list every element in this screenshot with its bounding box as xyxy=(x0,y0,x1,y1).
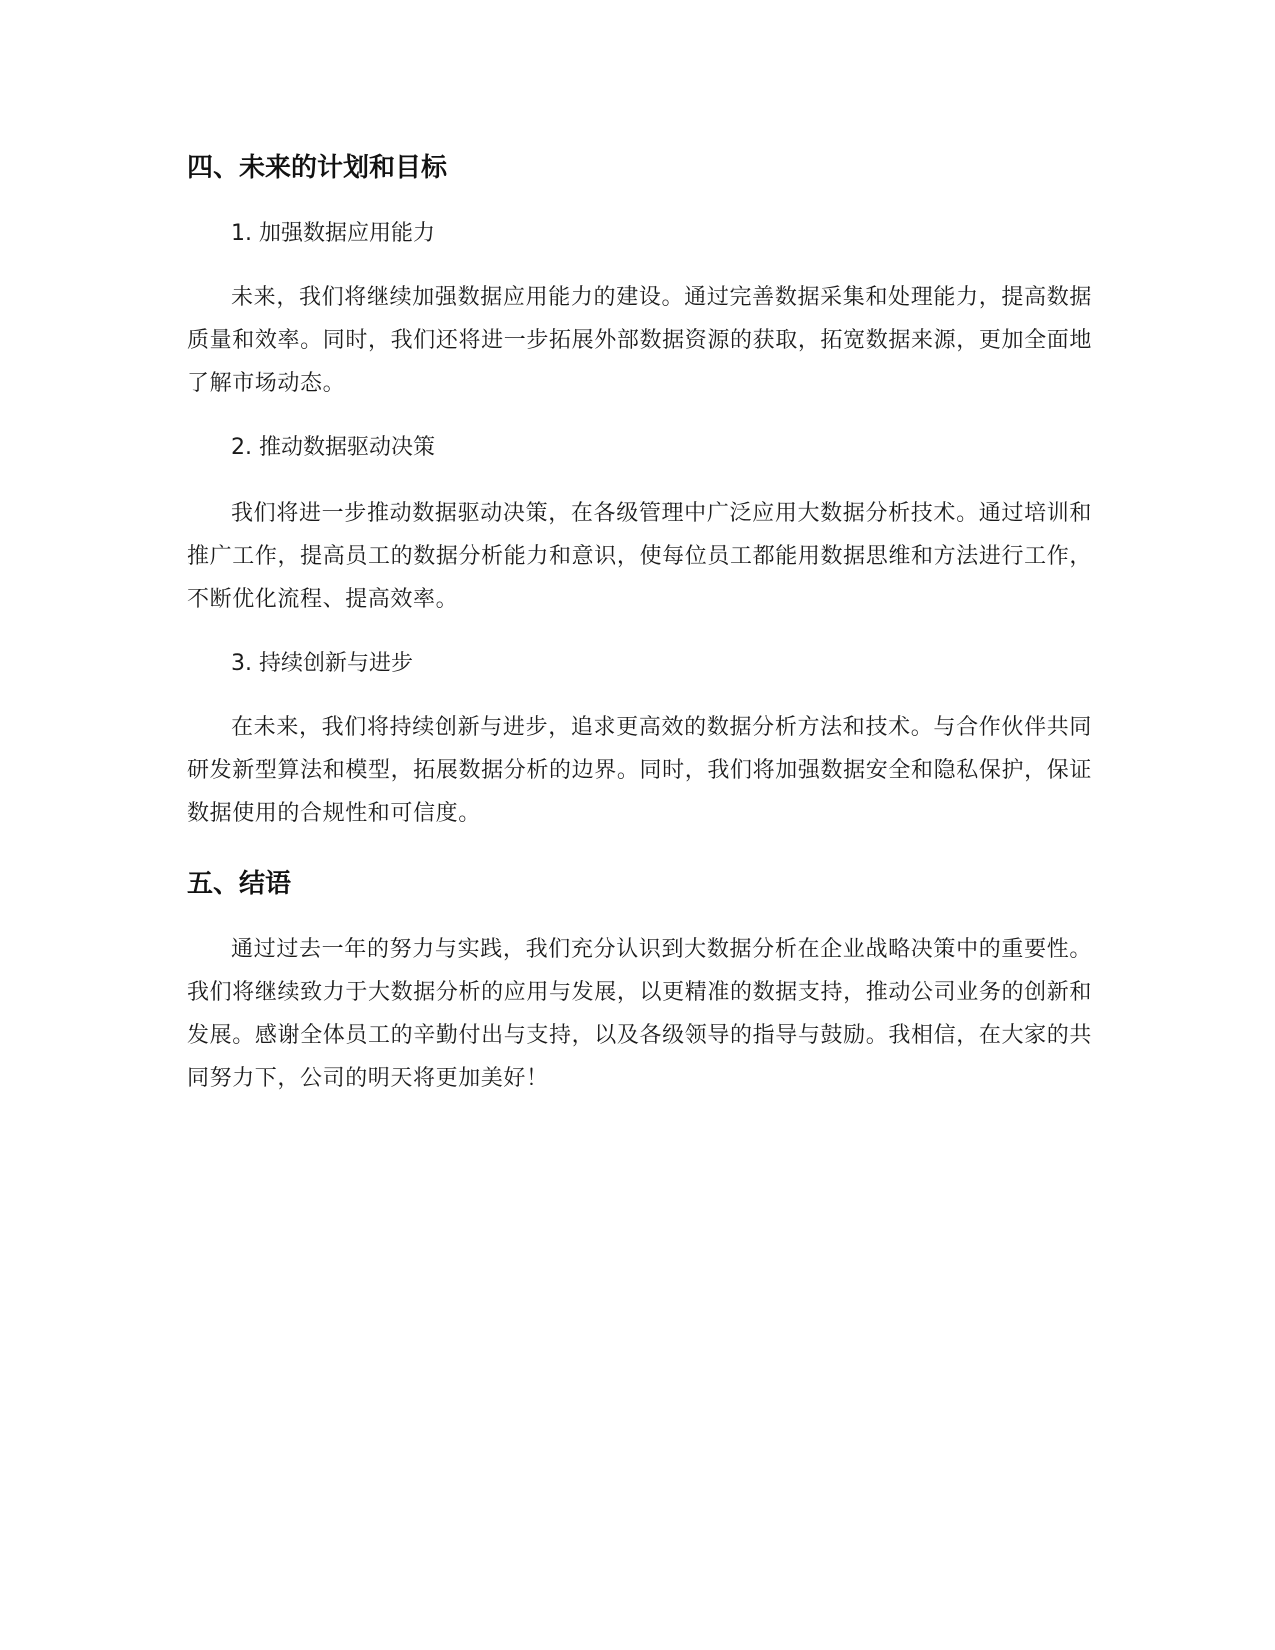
paragraph-conclusion: 通过过去一年的努力与实践，我们充分认识到大数据分析在企业战略决策中的重要性。我们将继续致力于大数据分析的应用与发展，以更精准的数据支持，推动公司业务的创新和发展。感谢全体员工的辛勤付出与支持，以及各级领导的指导与鼓励。我相信，在大家的共同努力下，公司的明天将更加美好！ xyxy=(187,937,1092,1091)
section-heading-future-plans: 四、未来的计划和目标 xyxy=(187,153,448,183)
paragraph-data-driven-decisions: 我们将进一步推动数据驱动决策，在各级管理中广泛应用大数据分析技术。通过培训和推广工作，提高员工的数据分析能力和意识，使每位员工都能用数据思维和方法进行工作，不断优化流程、提高效率。 xyxy=(187,501,1092,612)
subheading-continuous-innovation: 3. 持续创新与进步 xyxy=(231,651,413,676)
subheading-strengthen-data-application: 1. 加强数据应用能力 xyxy=(231,221,435,246)
paragraph-continuous-innovation: 在未来，我们将持续创新与进步，追求更高效的数据分析方法和技术。与合作伙伴共同研发新型算法和模型，拓展数据分析的边界。同时，我们将加强数据安全和隐私保护，保证数据使用的合规性和可信度。 xyxy=(187,715,1092,826)
subheading-data-driven-decisions: 2. 推动数据驱动决策 xyxy=(231,435,435,460)
section-heading-conclusion: 五、结语 xyxy=(187,869,292,899)
paragraph-strengthen-data-application: 未来，我们将继续加强数据应用能力的建设。通过完善数据采集和处理能力，提高数据质量和效率。同时，我们还将进一步拓展外部数据资源的获取，拓宽数据来源，更加全面地了解市场动态。 xyxy=(187,285,1092,396)
